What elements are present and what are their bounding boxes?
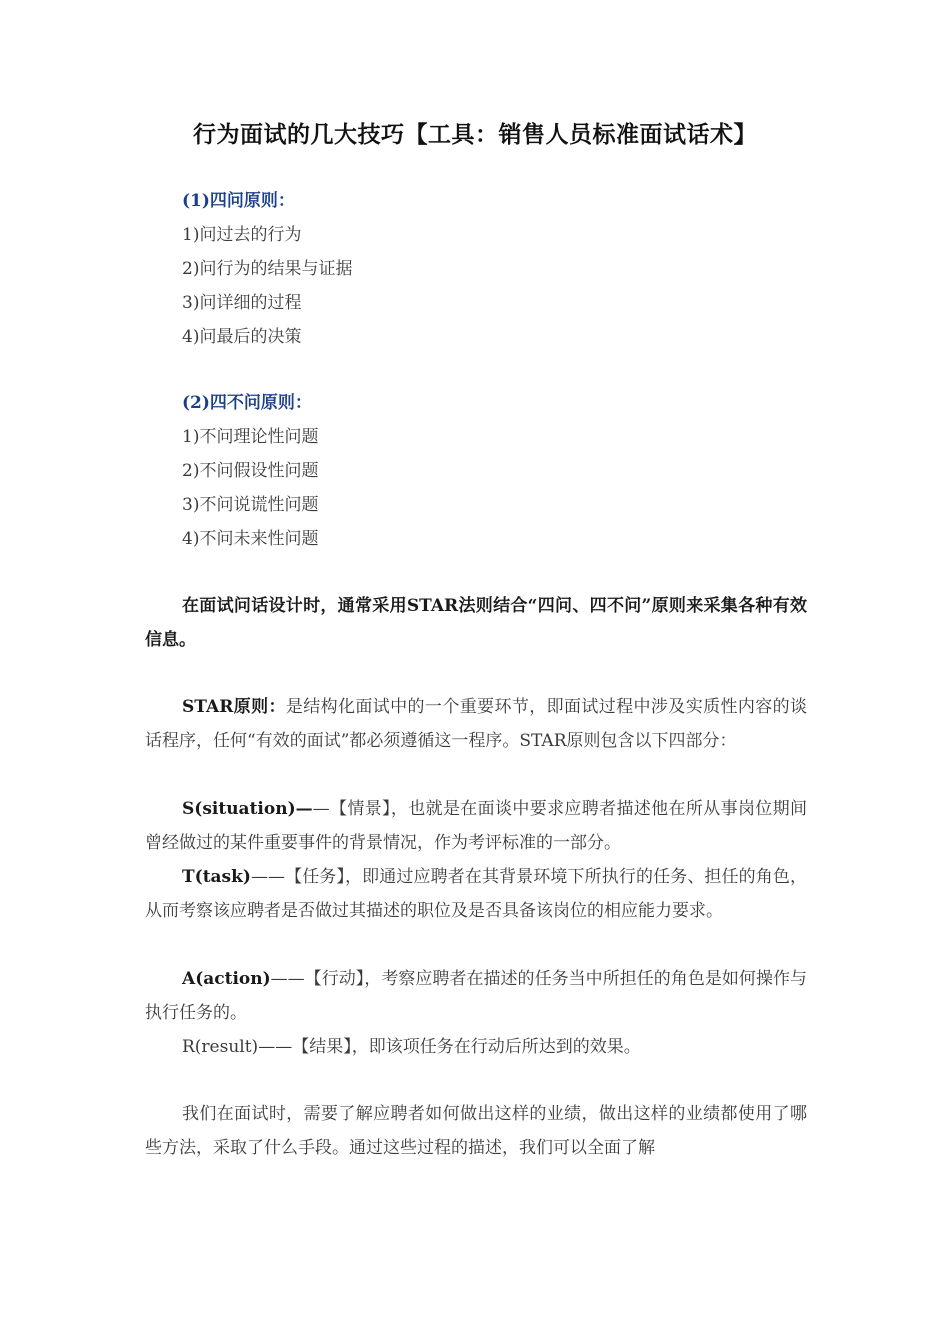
situation-text: —【情景】，也就是在面谈中要求应聘者描述他在所从事岗位期间曾经做过的某件重要事件的背景情况，作为考评标准的一部分。	[145, 799, 807, 853]
four-not-ask-item: 1)不问理论性问题	[182, 427, 319, 447]
star-intro-paragraph	[145, 690, 807, 758]
star-action-paragraph	[145, 962, 807, 1030]
closing-paragraph: 我们在面试时，需要了解应聘者如何做出这样的业绩，做出这样的业绩都使用了哪些方法，采取了什么手段。通过这些过程的描述，我们可以全面了解	[145, 1104, 807, 1158]
four-ask-item: 3)问详细的过程	[182, 293, 302, 313]
four-ask-item: 2)问行为的结果与证据	[182, 259, 353, 279]
star-situation-paragraph	[145, 792, 807, 860]
four-ask-heading: (1)四问原则：	[182, 191, 295, 211]
task-term: T(task)	[182, 867, 251, 887]
four-ask-item: 1)问过去的行为	[182, 225, 302, 245]
star-intro-text: 是结构化面试中的一个重要环节，即面试过程中涉及实质性内容的谈话程序，任何“有效的面试”都必须遵循这一程序。STAR原则包含以下四部分：	[145, 697, 807, 751]
task-text: ——【任务】，即通过应聘者在其背景环境下所执行的任务、担任的角色，从而考察该应聘者是否做过其描述的职位及是否具备该岗位的相应能力要求。	[145, 867, 807, 921]
action-term: A(action)	[182, 969, 271, 989]
four-not-ask-heading: (2)四不问原则：	[182, 393, 312, 413]
star-result-paragraph: R(result)——【结果】，即该项任务在行动后所达到的效果。	[182, 1037, 641, 1057]
four-not-ask-item: 4)不问未来性问题	[182, 529, 319, 549]
four-not-ask-section	[182, 386, 822, 556]
four-not-ask-item: 2)不问假设性问题	[182, 461, 319, 481]
action-text: ——【行动】，考察应聘者在描述的任务当中所担任的角色是如何操作与执行任务的。	[145, 969, 807, 1023]
document-title: 行为面试的几大技巧【工具：销售人员标准面试话术】	[193, 121, 757, 148]
summary-paragraph: 在面试问话设计时，通常采用STAR法则结合“四问、四不问”原则来采集各种有效信息。	[145, 596, 807, 650]
star-task-paragraph	[145, 860, 807, 928]
four-ask-item: 4)问最后的决策	[182, 327, 302, 347]
four-ask-section	[182, 184, 822, 354]
star-label: STAR原则：	[182, 697, 286, 717]
four-not-ask-item: 3)不问说谎性问题	[182, 495, 319, 515]
situation-term: S(situation)—	[182, 799, 313, 819]
